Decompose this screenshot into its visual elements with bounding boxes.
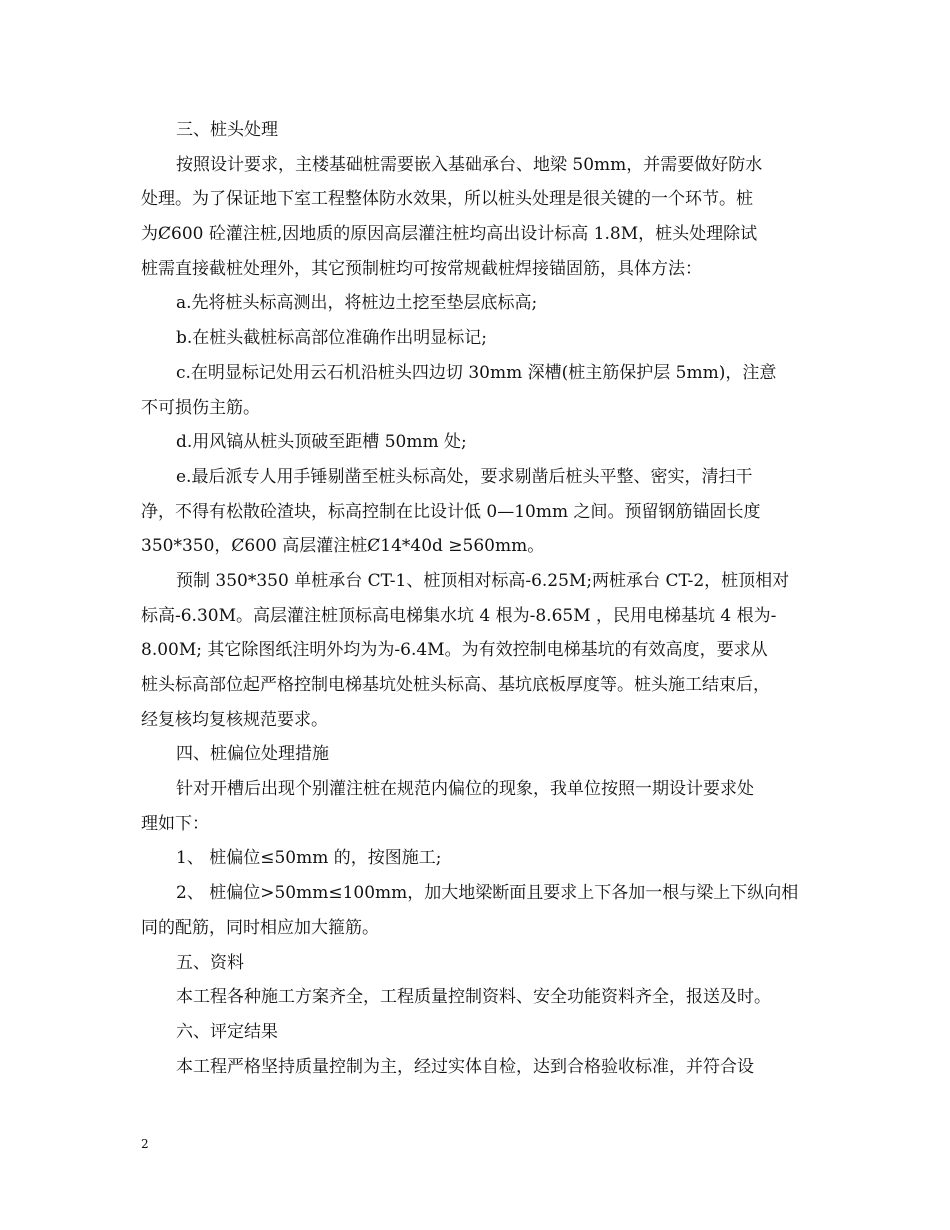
list-item-d: d.用风镐从桩头顶破至距槽 50mm 处; [176,432,467,453]
list-item-b: b.在桩头截桩标高部位准确作出明显标记; [176,328,488,349]
list-item-c: c.在明显标记处用云石机沿桩头四边切 30mm 深槽(桩主筋保护层 5mm)，注意 [176,362,777,383]
paragraph-line: 经复核均复核规范要求。 [141,709,328,730]
paragraph-line: 桩头标高部位起严格控制电梯基坑处桩头标高、基坑底板厚度等。桩头施工结束后， [141,675,770,695]
page-number: 2 [141,1137,149,1151]
paragraph-line: 针对开槽后出现个别灌注桩在规范内偏位的现象，我单位按照一期设计要求处 [176,779,754,800]
paragraph-line: 按照设计要求，主楼基础桩需要嵌入基础承台、地梁 50mm，并需要做好防水 [176,154,763,175]
heading-evaluation-result: 六、评定结果 [176,1021,278,1042]
heading-pile-head-treatment: 三、桩头处理 [176,120,278,140]
list-item-1: 1、 桩偏位≤50mm 的，按图施工; [176,848,442,869]
list-item-e: e.最后派专人用手锤剔凿至桩头标高处，要求剔凿后桩头平整、密实，清扫干 [176,466,753,487]
paragraph-line: 350*350，Ȼ600 高层灌注桩Ȼ14*40d ≥560mm。 [141,536,545,557]
paragraph-line: 本工程严格坚持质量控制为主，经过实体自检，达到合格验收标准，并符合设 [176,1056,754,1077]
heading-documents: 五、资料 [176,952,244,973]
list-item-a: a.先将桩头标高测出，将桩边土挖至垫层底标高; [176,293,538,314]
paragraph-line: 不可损伤主筋。 [141,397,260,418]
list-item-2: 2、 桩偏位>50mm≤100mm，加大地梁断面且要求上下各加一根与梁上下纵向相 [176,883,799,904]
paragraph-line: 桩需直接截桩处理外，其它预制桩均可按常规截桩焊接锚固筋，具体方法： [141,258,702,279]
paragraph-line: 8.00M; 其它除图纸注明外均为为-6.4M。为有效控制电梯基坑的有效高度，要求从 [141,640,768,661]
paragraph-line: 预制 350*350 单桩承台 CT-1、桩顶相对标高-6.25M;两桩承台 CT-2，桩顶相对 [176,570,790,591]
paragraph-line: 理如下： [141,813,209,834]
heading-pile-deviation: 四、桩偏位处理措施 [176,744,329,765]
document-body [141,113,821,1084]
paragraph-line: 本工程各种施工方案齐全，工程质量控制资料、安全功能资料齐全，报送及时。 [176,987,771,1008]
paragraph-line: 为Ȼ600 砼灌注桩,因地质的原因高层灌注桩均高出设计标高 1.8M，桩头处理除试 [141,224,758,245]
paragraph-line: 同的配筋，同时相应加大箍筋。 [141,917,379,938]
paragraph-line: 标高-6.30M。高层灌注桩顶标高电梯集水坑 4 根为-8.65M ，民用电梯基坑 4 根为- [141,605,777,626]
paragraph-line: 净，不得有松散砼渣块，标高控制在比设计低 0—10mm 之间。预留钢筋锚固长度 [141,501,761,522]
paragraph-line: 处理。为了保证地下室工程整体防水效果，所以桩头处理是很关键的一个环节。桩 [141,189,753,210]
